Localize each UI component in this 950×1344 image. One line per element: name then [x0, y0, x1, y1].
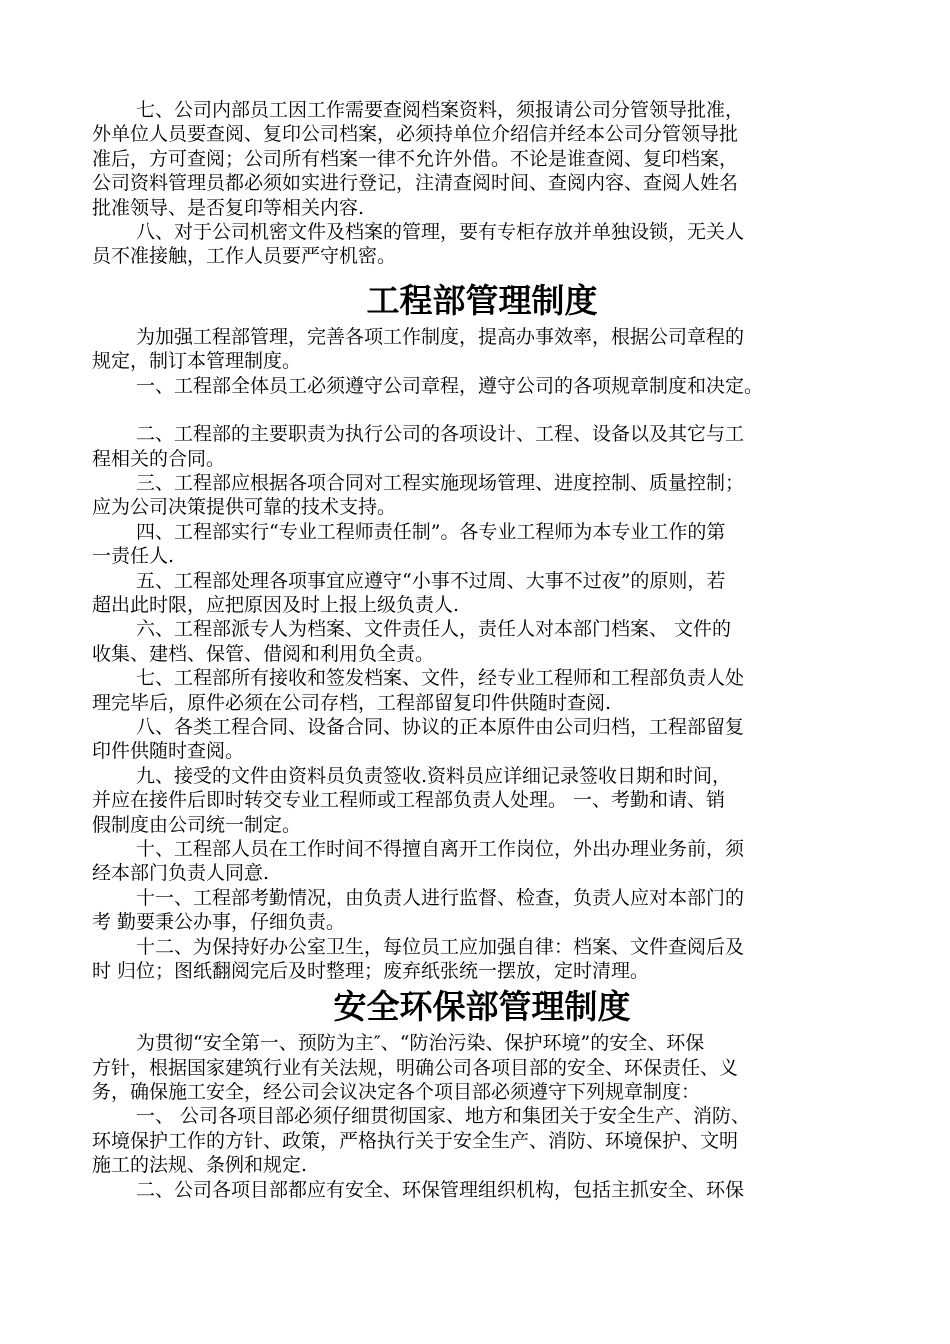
paragraph-line: 准后，方可查阅；公司所有档案一律不允许外借。不论是谁查阅、复印档案， — [92, 147, 739, 170]
paragraph-line: 时 归位；图纸翻阅完后及时整理；废弃纸张统一摆放，定时清理。 — [92, 959, 650, 982]
paragraph-line: 施工的法规、条例和规定. — [92, 1154, 308, 1177]
paragraph-line: 环境保护工作的方针、政策，严格执行关于安全生产、消防、环境保护、文明 — [92, 1129, 739, 1152]
paragraph-line: 应为公司决策提供可靠的技术支持。 — [92, 496, 397, 519]
paragraph-line: 二、工程部的主要职责为执行公司的各项设计、工程、设备以及其它与工 — [136, 423, 745, 446]
paragraph-line: 十二、为保持好办公室卫生，每位员工应加强自律：档案、文件查阅后及 — [136, 935, 745, 958]
paragraph-line: 超出此时限，应把原因及时上报上级负责人. — [92, 594, 460, 617]
section-title-safety: 安全环保部管理制度 — [333, 987, 631, 1027]
paragraph-line: 三、工程部应根据各项合同对工程实施现场管理、进度控制、质量控制； — [136, 472, 745, 495]
paragraph-line: 四、工程部实行“专业工程师责任制”。各专业工程师为本专业工作的第 — [136, 520, 726, 543]
paragraph-line: 一责任人. — [92, 545, 175, 568]
paragraph-line: 十、工程部人员在工作时间不得擅自离开工作岗位，外出办理业务前，须 — [136, 837, 745, 860]
paragraph-line: 一、 公司各项目部必须仔细贯彻国家、地方和集团关于安全生产、消防、 — [136, 1105, 751, 1128]
paragraph-line: 二、公司各项目部都应有安全、环保管理组织机构，包括主抓安全、环保 — [136, 1178, 745, 1201]
paragraph-line: 批准领导、是否复印等相关内容. — [92, 196, 365, 219]
paragraph-line: 六、工程部派专人为档案、文件责任人，责任人对本部门档案、 文件的 — [136, 618, 732, 641]
paragraph-line: 方针，根据国家建筑行业有关法规，明确公司各项目部的安全、环保责任、义 — [92, 1056, 739, 1079]
paragraph-line: 员不准接触，工作人员要严守机密。 — [92, 245, 397, 268]
section-safety-body — [92, 1031, 872, 1202]
paragraph-line: 九、接受的文件由资料员负责签收.资料员应详细记录签收日期和时间， — [136, 764, 732, 787]
paragraph-line: 七、公司内部员工因工作需要查阅档案资料，须报请公司分管领导批准， — [136, 99, 745, 121]
section-engineering-body — [92, 325, 872, 984]
paragraph-line: 为贯彻“安全第一、预防为主″、“防治污染、保护环境”的安全、环保 — [136, 1032, 705, 1055]
paragraph-line: 一、工程部全体员工必须遵守公司章程，遵守公司的各项规章制度和决定。 — [136, 374, 764, 397]
paragraph-line: 务，确保施工安全，经公司会议决定各个项目部必须遵守下列规章制度： — [92, 1081, 701, 1104]
paragraph-line: 并应在接件后即时转交专业工程师或工程部负责人处理。 一、考勤和请、销 — [92, 789, 726, 812]
paragraph-line: 公司资料管理员都必须如实进行登记，注清查阅时间、查阅内容、查阅人姓名 — [92, 172, 739, 195]
paragraph-line: 八、对于公司机密文件及档案的管理，要有专柜存放并单独设锁，无关人 — [136, 220, 745, 243]
paragraph-line: 为加强工程部管理，完善各项工作制度，提高办事效率，根据公司章程的 — [136, 325, 745, 348]
paragraph-line: 五、工程部处理各项事宜应遵守“小事不过周、大事不过夜”的原则，若 — [136, 569, 726, 592]
paragraph-line: 假制度由公司统一制定。 — [92, 813, 302, 836]
document-page — [92, 98, 872, 1202]
section-title-engineering: 工程部管理制度 — [366, 280, 598, 320]
paragraph-line: 经本部门负责人同意. — [92, 862, 270, 885]
paragraph-line: 外单位人员要查阅、复印公司档案，必须持单位介绍信并经本公司分管领导批 — [92, 123, 739, 146]
paragraph-line: 八、各类工程合同、设备合同、协议的正本原件由公司归档，工程部留复 — [136, 715, 745, 738]
paragraph-line: 考 勤要秉公办事，仔细负责。 — [92, 911, 346, 934]
paragraph-line: 收集、建档、保管、借阅和利用负全责。 — [92, 642, 435, 665]
paragraph-line: 七、工程部所有接收和签发档案、文件，经专业工程师和工程部负责人处 — [136, 667, 745, 690]
blank-line — [92, 398, 872, 422]
paragraph-line: 十一、工程部考勤情况，由负责人进行监督、检查，负责人应对本部门的 — [136, 886, 745, 909]
paragraph-line: 规定，制订本管理制度。 — [92, 350, 302, 373]
paragraph-line: 理完毕后，原件必须在公司存档，工程部留复印件供随时查阅. — [92, 691, 612, 714]
paragraph-line: 印件供随时查阅。 — [92, 740, 245, 763]
section-archives-continued — [92, 98, 872, 269]
paragraph-line: 程相关的合同。 — [92, 447, 226, 470]
